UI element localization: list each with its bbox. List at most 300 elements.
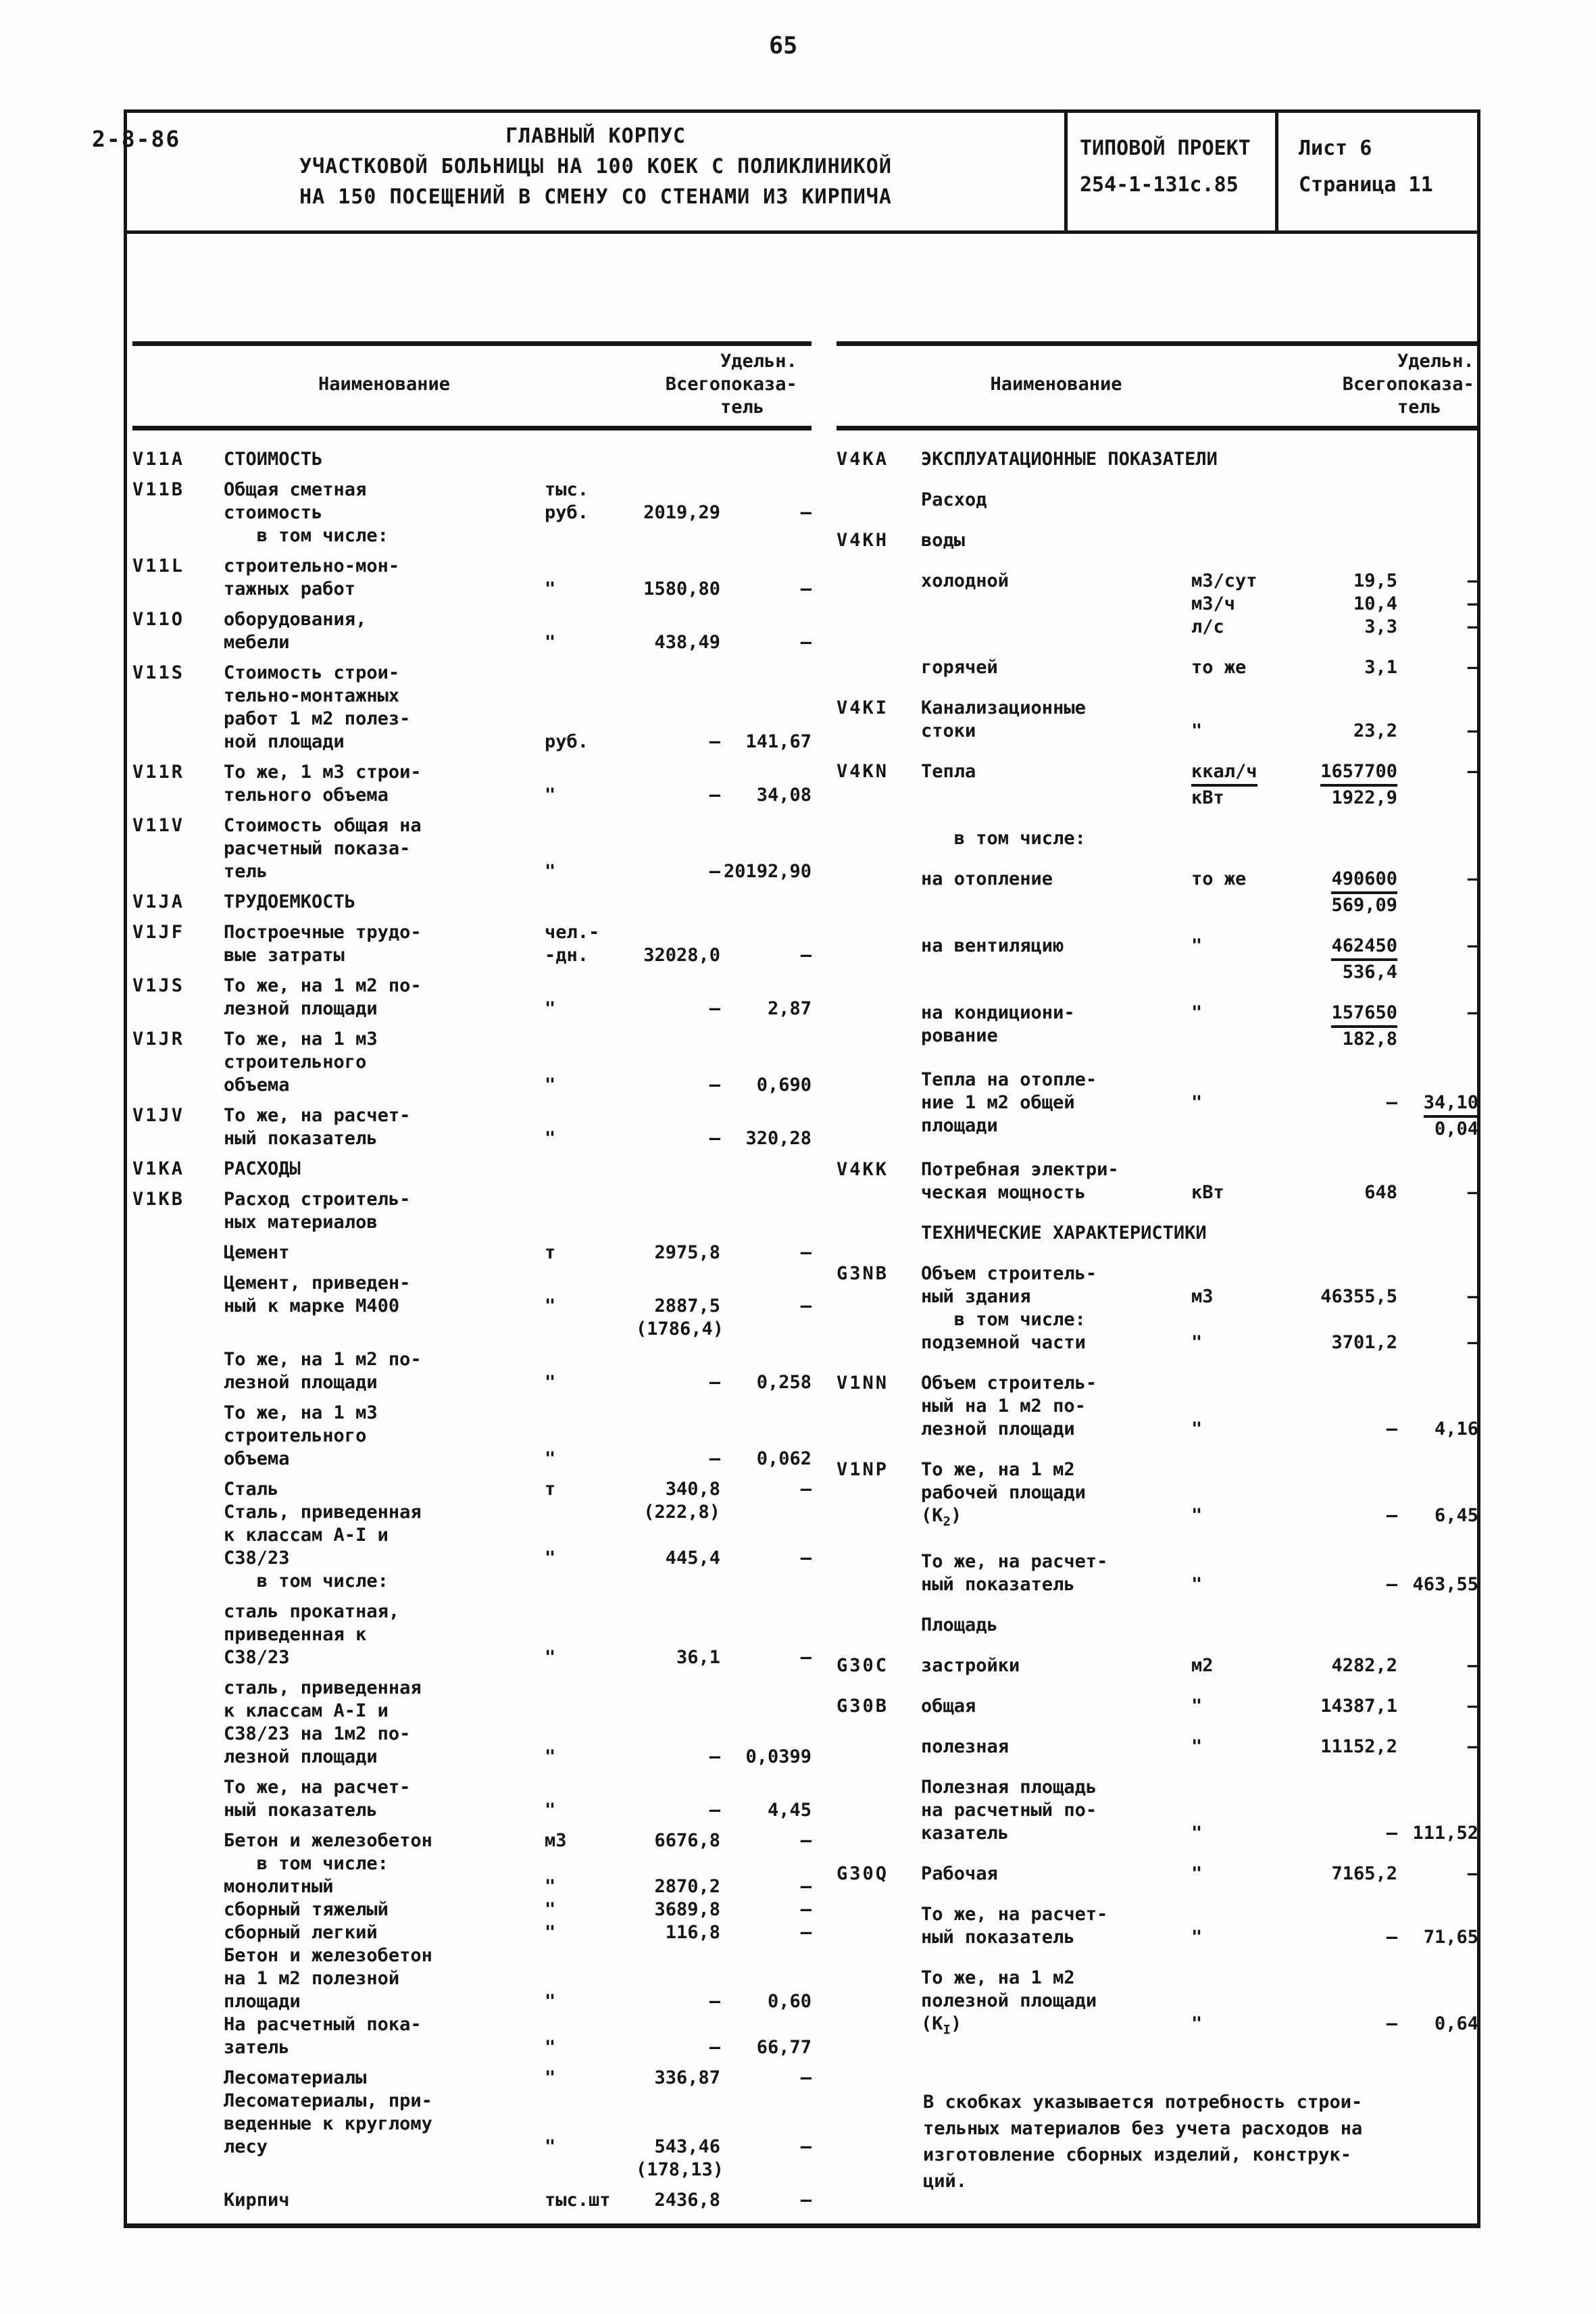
text-line xyxy=(545,1104,636,1127)
text-line: – xyxy=(800,1548,812,1569)
table-row xyxy=(837,935,1478,984)
text-line xyxy=(1397,1776,1478,1799)
row-code xyxy=(132,448,224,471)
row-name xyxy=(921,1372,1191,1441)
text-line xyxy=(545,555,636,578)
text-line: – xyxy=(709,731,720,752)
text-line: ных материалов xyxy=(224,1212,378,1233)
row-name xyxy=(921,529,1191,552)
text-line: Полезная площадь xyxy=(921,1777,1097,1798)
text-line xyxy=(1293,697,1397,720)
text-line: – xyxy=(800,1296,812,1316)
row-name xyxy=(224,891,545,914)
text-line xyxy=(1191,1799,1293,1822)
row-name xyxy=(921,1776,1191,1845)
text-line: тельного объема xyxy=(224,785,389,806)
row-unit xyxy=(545,1272,636,1341)
text-line: 1922,9 xyxy=(1331,787,1397,808)
text-line xyxy=(545,1402,636,1425)
text-line xyxy=(132,1776,224,1799)
text-line: монолитный xyxy=(224,1876,334,1897)
text-line xyxy=(132,1272,224,1295)
text-line: рование xyxy=(921,1025,998,1046)
text-line: То же, на расчет- xyxy=(921,1551,1108,1573)
text-line xyxy=(1397,1262,1478,1285)
row-total xyxy=(1293,570,1397,639)
text-line: сталь, приведенная xyxy=(224,1677,422,1698)
text-line xyxy=(1397,1068,1478,1091)
text-line: общая xyxy=(921,1696,976,1717)
text-line xyxy=(1293,1308,1397,1331)
text-line xyxy=(545,1944,636,1967)
row-code xyxy=(837,1458,921,1533)
text-line: т xyxy=(545,1479,556,1500)
text-line: 2436,8 xyxy=(654,2190,720,2211)
text-line: V11R xyxy=(132,762,185,783)
text-line xyxy=(837,570,921,593)
row-total xyxy=(1293,1654,1397,1677)
row-total xyxy=(1293,868,1397,917)
text-line: ный показатель xyxy=(921,1927,1075,1948)
text-line: " xyxy=(1191,1505,1203,1526)
text-line xyxy=(1293,1395,1397,1418)
indicators-table-left xyxy=(132,341,812,2219)
text-line xyxy=(636,921,720,944)
text-line xyxy=(1293,1799,1397,1822)
row-total xyxy=(1293,1614,1397,1637)
text-line: 71,65 xyxy=(1423,1927,1478,1948)
row-name xyxy=(224,1158,545,1181)
text-line: Наименование xyxy=(990,374,1122,395)
text-line: На расчетный пока- xyxy=(224,2014,422,2035)
text-line: – xyxy=(1467,1332,1478,1353)
text-line: 4,16 xyxy=(1434,1419,1478,1439)
row-unit xyxy=(1191,1002,1293,1051)
table-row xyxy=(132,891,812,914)
text-line: Удельн. xyxy=(1397,351,1474,372)
row-name xyxy=(921,1458,1191,1533)
row-code xyxy=(132,814,224,883)
text-line: показа- xyxy=(1397,374,1474,395)
table-row xyxy=(132,2067,812,2182)
row-total xyxy=(1293,697,1397,743)
text-line: 320,28 xyxy=(745,1128,812,1149)
row-unit xyxy=(1191,1068,1293,1141)
text-line: ческая мощность xyxy=(921,1182,1086,1203)
text-line xyxy=(720,478,812,501)
table-row xyxy=(132,1188,812,1234)
table-row xyxy=(837,697,1478,743)
text-line xyxy=(132,350,224,373)
text-line: V1NN xyxy=(837,1373,889,1394)
row-unit xyxy=(1191,868,1293,917)
text-line: G30C xyxy=(837,1655,889,1677)
text-line: лезной площади xyxy=(224,998,378,1019)
text-line xyxy=(545,1524,636,1547)
row-unit xyxy=(1191,1262,1293,1354)
row-specific xyxy=(1397,1372,1478,1441)
text-line: Удельн. xyxy=(720,351,797,372)
text-line xyxy=(545,1272,636,1295)
text-line: Тепла на отопле- xyxy=(921,1069,1097,1090)
text-line: 10,4 xyxy=(1353,593,1397,614)
table-row xyxy=(132,761,812,807)
text-line: на кондициони- xyxy=(921,1002,1075,1023)
text-line: 182,8 xyxy=(1342,1029,1397,1050)
text-line: в том числе: xyxy=(224,1571,389,1592)
text-line xyxy=(1293,1262,1397,1285)
text-line xyxy=(1293,1550,1397,1573)
row-specific xyxy=(720,448,812,471)
row-specific xyxy=(1397,1458,1478,1533)
text-line: Стоимость общая на xyxy=(224,815,422,836)
text-line: ной площади xyxy=(224,731,345,752)
row-name xyxy=(224,1677,545,1769)
row-unit xyxy=(1191,1158,1293,1204)
text-line: – xyxy=(1386,1574,1397,1596)
text-line: – xyxy=(709,998,720,1019)
row-code xyxy=(837,827,921,850)
text-line: " xyxy=(545,1296,556,1316)
row-name xyxy=(921,1002,1191,1051)
text-line: л/с xyxy=(1191,616,1224,637)
frame-left-border xyxy=(124,234,127,2227)
row-code xyxy=(837,1736,921,1758)
text-line: 0,258 xyxy=(756,1372,812,1393)
text-line: – xyxy=(709,1448,720,1469)
text-line xyxy=(636,685,720,708)
text-line: лесу xyxy=(224,2136,268,2157)
text-line: 536,4 xyxy=(1342,962,1397,983)
text-line: " xyxy=(1191,1092,1203,1113)
table-row xyxy=(837,1262,1478,1354)
project-code-box xyxy=(1068,113,1278,230)
row-unit xyxy=(545,608,636,654)
text-line xyxy=(636,837,720,860)
row-unit xyxy=(1191,827,1293,850)
table-row xyxy=(837,448,1478,471)
text-line: 0,60 xyxy=(767,1991,812,2012)
text-line: 11152,2 xyxy=(1320,1736,1397,1758)
row-name xyxy=(921,1695,1191,1718)
table-row xyxy=(837,827,1478,850)
text-line: То же, на 1 м2 по- xyxy=(224,975,422,996)
row-total xyxy=(636,1402,720,1471)
row-unit xyxy=(545,478,636,547)
text-line: Тепла xyxy=(921,761,976,782)
text-line xyxy=(545,975,636,998)
text-line: ЭКСПЛУАТАЦИОННЫЕ ПОКАЗАТЕЛИ xyxy=(921,449,1218,470)
text-line xyxy=(1191,1481,1293,1504)
text-line xyxy=(837,827,921,850)
text-line: оборудования, xyxy=(224,609,367,630)
text-line: – xyxy=(1467,761,1478,782)
text-line xyxy=(1293,1903,1397,1926)
text-line: – xyxy=(1467,1696,1478,1717)
text-line: руб. xyxy=(545,502,589,523)
text-line: 141,67 xyxy=(745,731,812,752)
text-line xyxy=(545,1501,636,1524)
row-unit xyxy=(545,2067,636,2182)
text-line: – xyxy=(800,1479,812,1500)
text-line xyxy=(1293,1068,1397,1091)
row-total xyxy=(636,1478,720,1593)
table-row xyxy=(837,570,1478,639)
text-line: Наименование xyxy=(318,374,451,395)
text-line: V4KA xyxy=(837,449,889,470)
text-line xyxy=(545,662,636,685)
table-row xyxy=(132,1402,812,1471)
row-specific xyxy=(1397,529,1478,552)
text-line xyxy=(636,1700,720,1723)
row-code xyxy=(132,2189,224,2212)
text-line xyxy=(636,2013,720,2036)
row-unit xyxy=(1191,1776,1293,1845)
row-name xyxy=(224,1402,545,1471)
text-line: 23,2 xyxy=(1353,720,1397,741)
text-line: – xyxy=(800,1922,812,1943)
row-name xyxy=(224,555,545,601)
row-specific xyxy=(1397,1776,1478,1845)
table-row xyxy=(837,1158,1478,1204)
text-line xyxy=(132,1829,224,1852)
table-row xyxy=(837,1736,1478,1758)
row-total xyxy=(636,1677,720,1769)
row-specific xyxy=(720,1600,812,1669)
text-line xyxy=(636,1348,720,1371)
row-unit xyxy=(545,662,636,754)
text-line: – xyxy=(800,1242,812,1263)
row-code xyxy=(132,662,224,754)
project-label: ТИПОВОЙ ПРОЕКТ xyxy=(1080,137,1251,160)
text-line: на вентиляцию xyxy=(921,935,1064,956)
text-line xyxy=(720,1028,812,1051)
text-line: ный к марке М400 xyxy=(224,1296,400,1316)
row-total xyxy=(636,1241,720,1264)
text-line xyxy=(1293,1776,1397,1799)
row-name xyxy=(921,448,1218,471)
text-line: То же, на 1 м3 xyxy=(224,1029,378,1050)
row-code xyxy=(132,975,224,1020)
text-line: " xyxy=(545,1746,556,1767)
text-line: 3,1 xyxy=(1364,657,1397,678)
row-name xyxy=(921,1654,1191,1677)
row-name xyxy=(921,1736,1191,1758)
text-line xyxy=(1293,1967,1397,1990)
text-line: Объем строитель- xyxy=(921,1373,1097,1394)
text-line: 111,52 xyxy=(1412,1823,1478,1844)
text-line xyxy=(1191,1262,1293,1285)
text-line xyxy=(545,1776,636,1799)
text-line xyxy=(636,1967,720,1990)
row-total xyxy=(636,662,720,754)
text-line: То же, на 1 м2 xyxy=(921,1459,1075,1480)
text-line: – xyxy=(800,1899,812,1920)
row-specific xyxy=(720,1776,812,1822)
text-line xyxy=(837,656,921,679)
text-line xyxy=(636,478,720,501)
text-line: " xyxy=(545,998,556,1019)
text-line: " xyxy=(545,1922,556,1943)
text-line xyxy=(636,1944,720,1967)
row-total xyxy=(636,1104,720,1150)
row-unit xyxy=(1191,529,1293,552)
text-line: V11V xyxy=(132,815,185,836)
row-specific xyxy=(720,1478,812,1593)
document-stamp: 2-8-86 xyxy=(92,126,181,152)
row-name xyxy=(921,1068,1191,1141)
text-line: (222,8) xyxy=(643,1502,720,1523)
row-name xyxy=(224,1776,545,1822)
text-line: 462450 xyxy=(1293,935,1397,961)
text-line: – xyxy=(1386,2013,1397,2035)
row-specific xyxy=(720,1158,812,1181)
text-line xyxy=(1191,1990,1293,2013)
row-total xyxy=(636,478,720,547)
row-unit xyxy=(1191,1863,1293,1886)
text-line xyxy=(132,2189,224,2212)
text-line xyxy=(636,1425,720,1448)
row-code xyxy=(132,1241,224,1264)
row-name xyxy=(224,975,545,1020)
text-line xyxy=(720,1425,812,1448)
text-line: Лесоматериалы xyxy=(224,2067,367,2088)
text-line: – xyxy=(1467,570,1478,591)
table-row xyxy=(132,1776,812,1822)
text-line xyxy=(545,1677,636,1700)
row-code xyxy=(132,1188,224,1234)
row-unit xyxy=(1191,1222,1293,1245)
text-line: Сталь xyxy=(224,1479,279,1500)
text-line xyxy=(545,1348,636,1371)
row-specific xyxy=(1397,1614,1478,1637)
text-line: С38/23 на 1м2 по- xyxy=(224,1723,411,1744)
row-code xyxy=(132,1348,224,1394)
table-body xyxy=(132,430,812,2212)
text-line: 0,04 xyxy=(1434,1118,1478,1139)
text-line xyxy=(636,2090,720,2113)
text-line: 2975,8 xyxy=(654,1242,720,1263)
table-row xyxy=(837,760,1478,810)
text-line: V4KK xyxy=(837,1159,889,1180)
header-unit xyxy=(1191,350,1293,419)
text-line: кВт xyxy=(1191,787,1224,808)
row-name xyxy=(224,1188,545,1234)
text-line: Потребная электри- xyxy=(921,1159,1119,1180)
row-total xyxy=(636,1158,720,1181)
table-row xyxy=(837,529,1478,552)
text-line: – xyxy=(1386,1092,1397,1113)
text-line xyxy=(636,1524,720,1547)
row-unit xyxy=(545,975,636,1020)
table-body xyxy=(837,430,1478,2042)
text-line: тыс.шт xyxy=(545,2190,611,2211)
row-total xyxy=(636,1188,720,1234)
table-row xyxy=(837,1776,1478,1845)
text-line xyxy=(837,1903,921,1926)
table-row xyxy=(837,868,1478,917)
table-row xyxy=(132,1241,812,1264)
text-line: 2870,2 xyxy=(654,1876,720,1897)
row-name xyxy=(921,489,1191,512)
row-total xyxy=(1293,1068,1397,1141)
text-line xyxy=(545,2013,636,2036)
text-line: тажных работ xyxy=(224,578,356,599)
table-row xyxy=(132,1600,812,1669)
text-line: " xyxy=(545,578,556,599)
table-row xyxy=(132,1478,812,1593)
row-unit xyxy=(1191,1903,1293,1949)
text-line: работ 1 м2 полез- xyxy=(224,708,411,729)
row-code xyxy=(837,868,921,917)
text-line: – xyxy=(1467,1002,1478,1023)
text-line: – xyxy=(1386,1505,1397,1526)
text-line: 648 xyxy=(1364,1182,1397,1203)
row-unit xyxy=(1191,1614,1293,1637)
text-line: 438,49 xyxy=(654,632,720,653)
text-line: – xyxy=(709,1800,720,1821)
row-specific xyxy=(720,608,812,654)
text-line xyxy=(545,2090,636,2113)
text-line: РАСХОДЫ xyxy=(224,1158,301,1179)
row-specific xyxy=(1397,448,1478,471)
text-line: рабочей площади xyxy=(921,1482,1086,1503)
text-line: Общая сметная xyxy=(224,479,367,500)
row-specific xyxy=(720,2067,812,2182)
text-line: То же, 1 м3 строи- xyxy=(224,762,422,783)
text-line xyxy=(636,662,720,685)
text-line: " xyxy=(1191,1863,1203,1885)
text-line xyxy=(636,1723,720,1746)
table-header xyxy=(837,341,1478,430)
text-line xyxy=(720,1104,812,1127)
text-line: 19,5 xyxy=(1353,570,1397,591)
text-line xyxy=(720,1501,812,1524)
row-name xyxy=(224,1829,545,2059)
text-line xyxy=(720,1524,812,1547)
text-line: С38/23 xyxy=(224,1647,290,1668)
text-line: ный здания xyxy=(921,1286,1031,1307)
row-specific xyxy=(720,2189,812,2212)
row-specific xyxy=(1397,1903,1478,1949)
row-total xyxy=(636,608,720,654)
text-line: Расход xyxy=(921,489,987,510)
row-code xyxy=(837,1776,921,1845)
text-line: – xyxy=(1386,1419,1397,1439)
text-line: 4,45 xyxy=(767,1800,812,1821)
row-specific xyxy=(720,1829,812,2059)
text-line: 116,8 xyxy=(665,1922,720,1943)
row-unit xyxy=(1191,1736,1293,1758)
row-specific xyxy=(720,478,812,547)
text-line: V11S xyxy=(132,662,185,683)
row-code xyxy=(837,1903,921,1949)
text-line: 2,87 xyxy=(767,998,812,1019)
text-line: к классам А-I и xyxy=(224,1525,389,1546)
row-specific xyxy=(1397,760,1478,810)
text-line: То же, на 1 м3 xyxy=(224,1402,378,1423)
sheet-box xyxy=(1278,113,1477,230)
row-code xyxy=(132,1158,224,1181)
text-line: изготовление сборных изделий, конструк- xyxy=(923,2144,1351,2165)
text-line xyxy=(1191,1458,1293,1481)
text-line: полезной площади xyxy=(921,1990,1097,2012)
text-line xyxy=(720,1600,812,1623)
text-line: мебели xyxy=(224,632,290,653)
text-line: – xyxy=(1386,1927,1397,1948)
text-line: на отопление xyxy=(921,868,1053,889)
row-name xyxy=(224,1600,545,1669)
